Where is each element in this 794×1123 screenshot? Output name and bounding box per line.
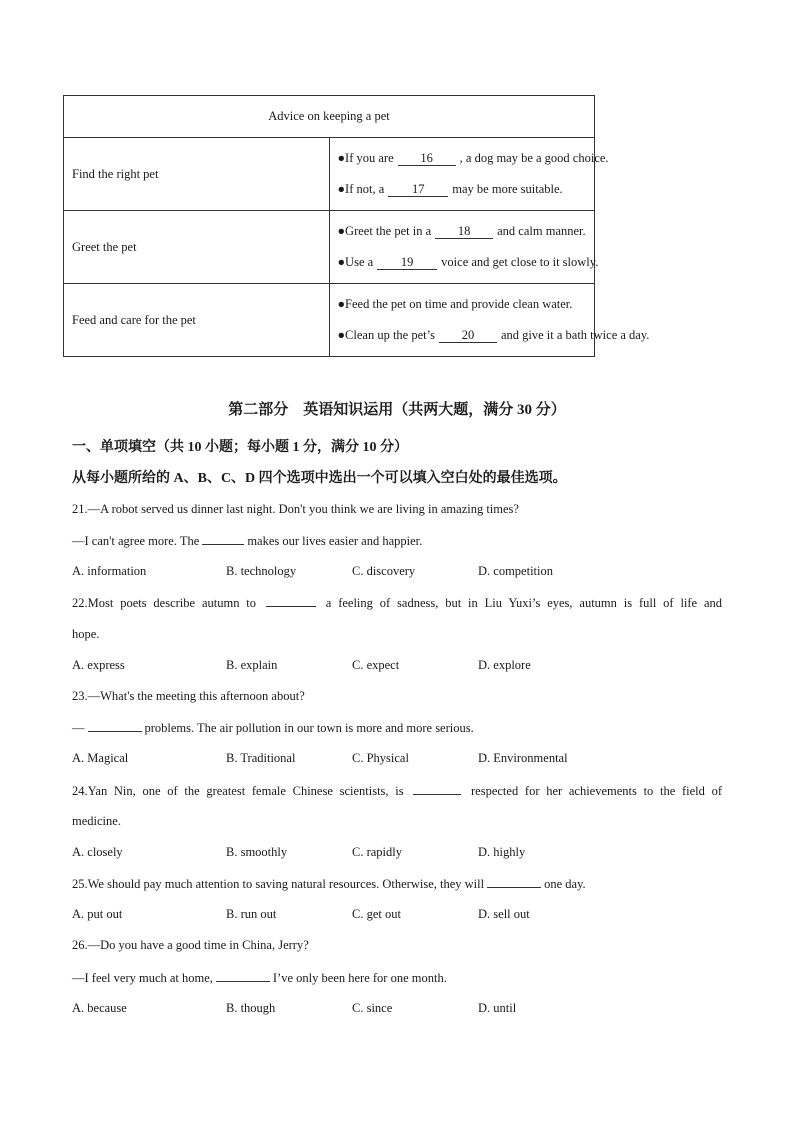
option-a[interactable]: A. because [72, 1001, 127, 1015]
option-a[interactable]: A. information [72, 564, 147, 578]
option-b[interactable]: B. smoothly [226, 845, 288, 859]
question-stem: 24.Yan Nin, one of the greatest female Chinese scientists, is respected for her achievements to the field of [72, 784, 723, 798]
option-b[interactable]: B. though [226, 1001, 276, 1015]
line-text: may be more suitable. [452, 182, 563, 196]
option-c[interactable]: C. Physical [352, 751, 409, 765]
option-d[interactable]: D. Environmental [478, 751, 568, 765]
table-row [64, 284, 595, 357]
line-text: ●Greet the pet in a [337, 224, 432, 238]
row-label: Greet the pet [64, 211, 330, 284]
answer-blank[interactable]: 19 [377, 255, 437, 270]
question-line: hope. [72, 627, 100, 641]
option-c[interactable]: C. get out [352, 907, 401, 921]
section-title: 一、单项填空（共 10 小题；每小题 1 分，满分 10 分） [72, 440, 408, 455]
line-text: ●Clean up the pet’s [337, 328, 435, 342]
row-content [329, 284, 650, 357]
answer-blank[interactable] [487, 876, 541, 888]
question-line: —I can't agree more. The makes our lives easier and happier. [72, 534, 423, 548]
line-text: , a dog may be a good choice. [459, 151, 609, 165]
option-a[interactable]: A. put out [72, 907, 123, 921]
table-title: Advice on keeping a pet [64, 96, 595, 138]
option-c[interactable]: C. rapidly [352, 845, 402, 859]
answer-blank[interactable] [216, 970, 270, 982]
answer-blank[interactable] [202, 533, 244, 545]
option-a[interactable]: A. express [72, 658, 125, 672]
question-line: —I feel very much at home, I’ve only been here for one month. [72, 971, 447, 985]
question-stem: 22.Most poets describe autumn to a feeling of sadness, but in Liu Yuxi’s eyes, autumn is full of life and [72, 596, 723, 610]
option-b[interactable]: B. run out [226, 907, 277, 921]
line-text: and calm manner. [497, 224, 586, 238]
line-text: ●If not, a [337, 182, 385, 196]
question-stem: 26.—Do you have a good time in China, Jerry? [72, 938, 309, 952]
option-c[interactable]: C. discovery [352, 564, 416, 578]
option-b[interactable]: B. explain [226, 658, 278, 672]
table-row [64, 138, 595, 211]
answer-blank[interactable] [266, 595, 316, 607]
answer-blank[interactable]: 18 [435, 224, 493, 239]
option-d[interactable]: D. until [478, 1001, 517, 1015]
option-d[interactable]: D. explore [478, 658, 531, 672]
row-content [329, 211, 599, 284]
table-row [64, 211, 595, 284]
line-text: ●If you are [337, 151, 394, 165]
option-b[interactable]: B. technology [226, 564, 297, 578]
answer-blank[interactable]: 17 [388, 182, 448, 197]
option-d[interactable]: D. competition [478, 564, 553, 578]
question-stem: 21.—A robot served us dinner last night. Don't you think we are living in amazing times? [72, 502, 519, 516]
question-line: — problems. The air pollution in our town is more and more serious. [72, 721, 474, 735]
option-c[interactable]: C. since [352, 1001, 393, 1015]
option-d[interactable]: D. sell out [478, 907, 530, 921]
answer-blank[interactable] [88, 720, 142, 732]
question-stem: 23.—What's the meeting this afternoon about? [72, 689, 305, 703]
line-text: and give it a bath twice a day. [500, 328, 650, 342]
part-title: 第二部分 英语知识运用（共两大题，满分 30 分） [228, 402, 566, 418]
option-a[interactable]: A. closely [72, 845, 123, 859]
answer-blank[interactable]: 16 [398, 151, 456, 166]
line-text: ●Feed the pet on time and provide clean water. [337, 297, 573, 311]
answer-blank[interactable]: 20 [439, 328, 497, 343]
option-b[interactable]: B. Traditional [226, 751, 296, 765]
row-label: Find the right pet [64, 138, 330, 211]
instruction: 从每小题所给的 A、B、C、D 四个选项中选出一个可以填入空白处的最佳选项。 [72, 471, 567, 486]
answer-blank[interactable] [413, 783, 461, 795]
option-a[interactable]: A. Magical [72, 751, 129, 765]
advice-table [63, 95, 650, 357]
line-text: voice and get close to it slowly. [441, 255, 599, 269]
line-text: ●Use a [337, 255, 374, 269]
question-line: medicine. [72, 814, 121, 828]
row-content [329, 138, 609, 211]
option-c[interactable]: C. expect [352, 658, 400, 672]
question-stem: 25.We should pay much attention to saving natural resources. Otherwise, they will one day. [72, 877, 586, 891]
option-d[interactable]: D. highly [478, 845, 526, 859]
row-label: Feed and care for the pet [64, 284, 330, 357]
